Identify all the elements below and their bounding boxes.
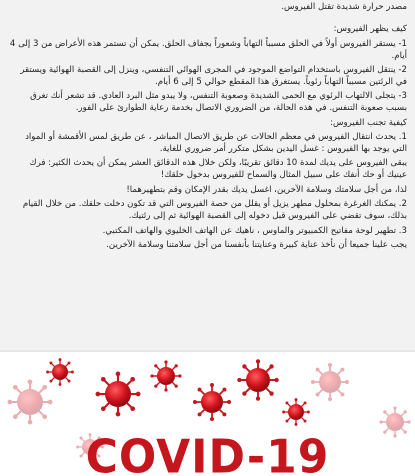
spacer (8, 16, 407, 24)
symptom-item-3: 3- يتجلى الالتهاب الرئوي مع الحمى الشديدة وصعوبة التنفس، ولا يبدو مثل البرد العادي. قد تشعر أنك تغرق بسبب صعوبة التنفس. في هذه الحالة، من الضروري الاتصال بخدمة رعاية الطوارئ على الفور. (30, 91, 407, 114)
symptoms-heading: كيف يظهر الفيروس: (333, 24, 407, 35)
symptom-item-2: 2- ينتقل الفيروس باستخدام التواضع الموجود في المجرى الهوائي التنفسي، وينزل إلى القصبة الهوائية ويستقر في الرئتين مسبباً التهاباً رئوياً. يستغرق هذا المقطع حوالي 5 إلى 6 أيام. (20, 65, 407, 88)
prevention-item-3: 3. تطهير لوحة مفاتيح الكمبيوتر والماوس ، ناهيك عن الهاتف الخليوي والهاتف المكتبي. (102, 225, 407, 236)
covid-19-title: COVID-19 (85, 430, 330, 476)
prevention-heading: كيفية تجنب الفيروس: (330, 117, 407, 128)
prevention-note-2: لذا، من أجل سلامتك وسلامة الآخرين، اغسل يديك بقدر الإمكان وقم بتطهيرهما! (126, 184, 407, 195)
prevention-note-1: يبقى الفيروس على يديك لمدة 10 دقائق تقريبًا، ولكن خلال هذه الدقائق العشر يمكن أن يحدث الكثير: فرك عينيك أو حك أنفك على سبيل المثال والسماح للفيروس بدخول حلقك! (29, 158, 407, 181)
prevention-item-1: 1. يحدث انتقال الفيروس في معظم الحالات عن طريق الاتصال المباشر ، عن طريق لمس الأقمشة أو المواد التي يوجد بها الفيروس : غسل اليدين بشكل متكرر أمر ضروري للغاية. (25, 132, 407, 155)
prevention-item-2: 2. يمكنك الغرغرة بمحلول مطهر يزيل أو يقلل من حصة الفيروس التي قد تكون دخلت حلقك. من خلال القيام بذلك، سوف تقضي على الفيروس قبل دخوله إلى القصبة الهوائية ثم إلى رئتيك. (22, 199, 407, 222)
symptom-item-1: 1- يستقر الفيروس أولاً في الحلق مسبباً التهاباً وشعوراً بجفاف الحلق. يمكن أن تستمر هذه الأعراض من 3 إلى 4 أيام. (9, 38, 407, 61)
closing-text: يجب علينا جميعا أن نأخذ عناية كبيرة وعنايتنا بأنفسنا من أجل سلامتنا وسلامة الآخرين. (106, 239, 407, 250)
intro-tail: مصدر حرارة شديدة تقتل الفيروس. (281, 2, 407, 12)
